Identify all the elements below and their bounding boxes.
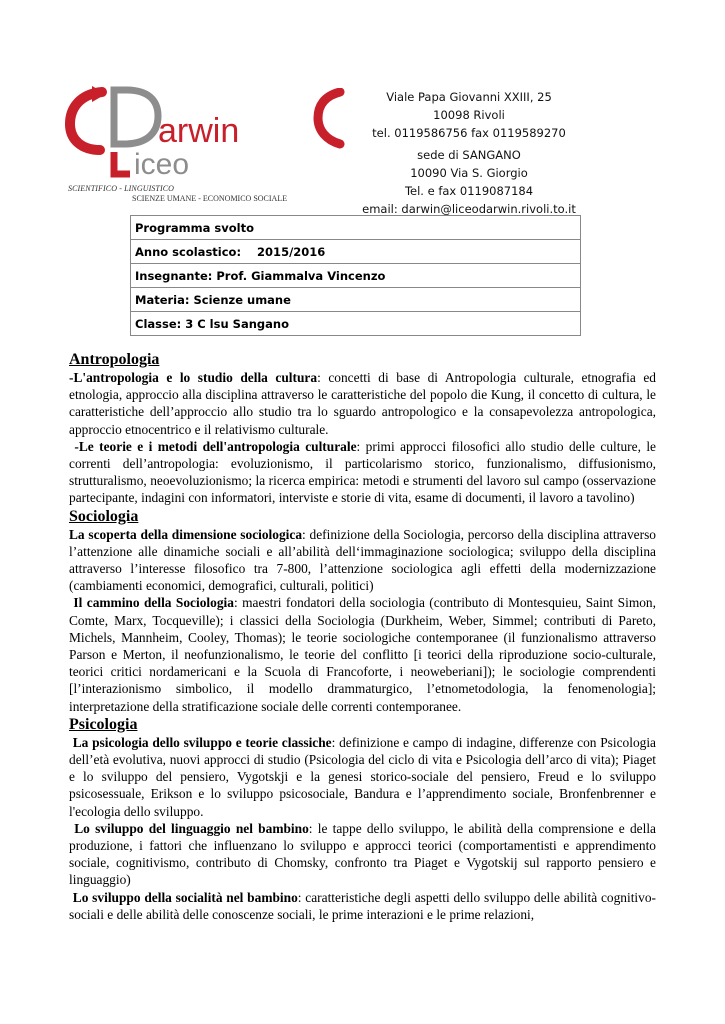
program-info-table [130, 215, 581, 336]
paragraph-text: : le tappe dello sviluppo, le abilità della comprensione e della produzione, i fattori che influenzano lo sviluppo e approcci teorici (comportamentisti e apprendimento sociale, cognitivismo, contributo di Chomsky, confronto tra Piaget e Vygotskij sul rapporto pensiero e linguaggio) [69, 820, 656, 888]
program-content [69, 350, 656, 923]
paragraph-lead: Il cammino della Sociologia [69, 595, 234, 611]
info-row: Insegnante: Prof. Giammalva Vincenzo [131, 264, 581, 288]
paragraph-text: : maestri fondatori della sociologia (contributo di Montesquieu, Saint Simon, Comte, Marx, Tocqueville); i classici della Sociologia (Durkheim, Weber, Simmel; contributi di Pareto, Michels, Mannheim, Cooley, Thomas); le teorie sociologiche contemporanee (il funzionalismo attraverso Parson e Merton, il neofunzionalismo, le teorie del conflitto [i teorici della riproduzione socio-culturale, teorici critici nordamericani e la Scuola di Francoforte, i neoweberiani]); le sociologie comprendenti [l’interazionismo simbolico, il modello drammaturgico, l’etnometodologia, la fenomenologia]; interpretazione della stratificazione sociale delle correnti contemporanee. [69, 595, 656, 714]
paragraph-text: : definizione della Sociologia, percorso della disciplina attraverso l’attenzione alle dinamiche sociali e all’abilità dell‘immaginazione sociologica; sviluppo della disciplina attraverso l’interesse filosofico tra 7-800, l’attenzione sociologica agli effetti della modernizzazione (cambiamenti economici, demografici, culturali, politici) [69, 526, 656, 594]
section-paragraph [69, 820, 656, 889]
paragraph-text: : concetti di base di Antropologia culturale, etnografia ed etnologia, approccio alla disciplina attraverso le caratteristiche del popolo die Kung, il concetto di cultura, le caratteristiche dell’approccio allo studio tra lo sguardo antropologico e la consapevolezza antropologica, approccio etnocentrico e il relativismo culturale. [69, 370, 656, 437]
address-branch [348, 146, 590, 218]
section-title: Sociologia [69, 507, 139, 525]
paragraph-lead: Lo sviluppo della socialità nel bambino [69, 889, 298, 905]
address-line: sede di SANGANO [417, 148, 521, 162]
address-line: 10098 Rivoli [433, 108, 505, 122]
logo-subtitle-2: SCIENZE UMANE - ECONOMICO SOCIALE [132, 194, 288, 203]
info-row: Classe: 3 C lsu Sangano [131, 312, 581, 336]
address-main [348, 88, 590, 142]
paragraph-lead: La scoperta della dimensione sociologica [69, 526, 303, 542]
section-paragraph [69, 594, 656, 714]
info-row: Anno scolastico: 2015/2016 [131, 240, 581, 264]
logo-word-arwin: arwin [158, 112, 240, 150]
paragraph-lead: La psicologia dello sviluppo e teorie classiche [69, 734, 332, 750]
logo-word-iceo: iceo [134, 148, 190, 181]
section-paragraph [69, 369, 656, 438]
address-email: email: darwin@liceodarwin.rivoli.to.it [362, 202, 576, 216]
paragraph-lead: -Le teorie e i metodi dell'antropologia culturale [69, 438, 357, 454]
small-logo-arc [312, 88, 346, 150]
section-paragraph [69, 526, 656, 595]
paragraph-lead: Lo sviluppo del linguaggio nel bambino [69, 820, 309, 836]
address-line: tel. 0119586756 fax 0119589270 [372, 126, 566, 140]
address-line: 10090 Via S. Giorgio [410, 166, 528, 180]
section-paragraph [69, 734, 656, 820]
liceo-darwin-logo [62, 82, 242, 182]
section-title: Psicologia [69, 715, 138, 733]
address-line: Tel. e fax 0119087184 [404, 184, 534, 198]
info-row: Materia: Scienze umane [131, 288, 581, 312]
address-line: Viale Papa Giovanni XXIII, 25 [386, 90, 552, 104]
section-title: Antropologia [69, 351, 160, 368]
info-row: Programma svolto [131, 216, 581, 240]
paragraph-lead: -L'antropologia e lo studio della cultura [69, 370, 318, 385]
section-paragraph [69, 438, 656, 507]
paragraph-text: : primi approcci filosofici allo studio delle culture, le correnti dell’antropologia: evoluzionismo, il particolarismo storico, funzionalismo, diffusionismo, strutturalismo, neoevoluzionismo; la ricerca empirica: metodi e strumenti del lavoro sul campo (osservazione partecipante, indagini con informatori, interviste e storie di vita, esame di documenti, il lavoro a tavolino) [69, 438, 656, 506]
paragraph-text: : definizione e campo di indagine, differenze con Psicologia dell’età evolutiva, nuovi approcci di studio (Psicologia del ciclo di vita e Psicologia dell’arco di vita); Piaget e lo sviluppo del pensiero, Vygotskji e la genesi storico-sociale del pensiero, Freud e lo sviluppo psicosessuale, Erikson e lo sviluppo psicosociale, Bandura e l’apprendimento sociale, Bronfenbrenner e l'ecologia dello sviluppo. [69, 734, 657, 819]
logo-subtitle-1: SCIENTIFICO - LINGUISTICO [68, 184, 175, 193]
paragraph-text: : caratteristiche degli aspetti dello sviluppo delle abilità cognitivo-sociali e delle abilità delle conoscenze sociali, le prime interazioni e le prime relazioni, [69, 889, 656, 922]
section-paragraph [69, 889, 656, 923]
